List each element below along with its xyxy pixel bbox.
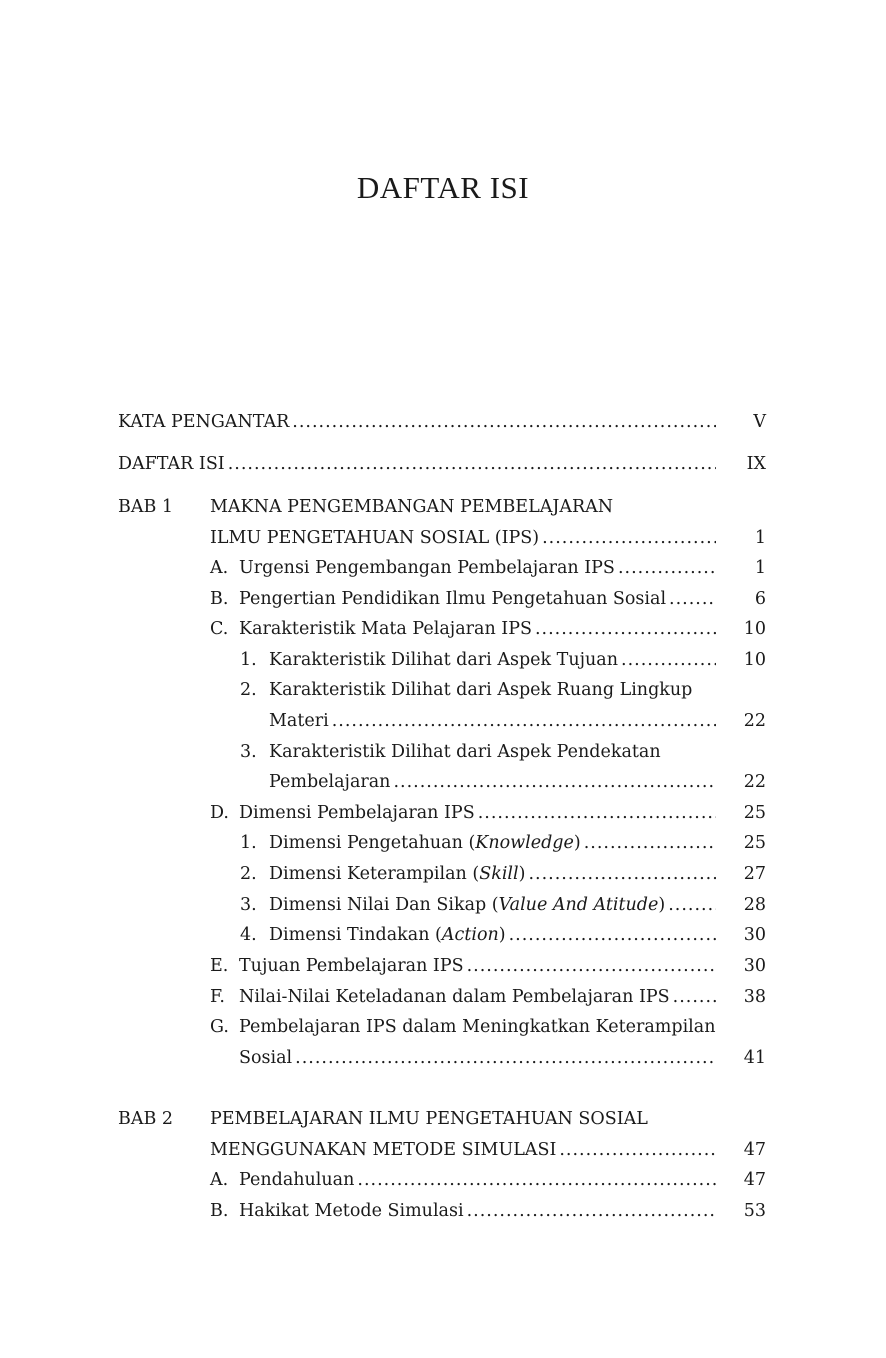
- toc-entry-text: Urgensi Pengembangan Pembelajaran IPS: [239, 558, 615, 578]
- toc-entry-1d3[interactable]: [269, 894, 716, 916]
- subsection-number: 2.: [240, 680, 257, 700]
- toc-page-number: 47: [743, 1170, 766, 1190]
- leader-dots: [669, 588, 716, 610]
- toc-page-number: 38: [743, 987, 766, 1007]
- toc-entry-text: Dimensi Keterampilan (Skill): [269, 864, 526, 884]
- page-title: DAFTAR ISI: [356, 170, 530, 205]
- subsection-number: 4.: [240, 925, 257, 945]
- toc-entry-1b[interactable]: [239, 588, 716, 610]
- subsection-number: 3.: [240, 742, 257, 762]
- section-letter: B.: [210, 589, 229, 609]
- toc-entry-text: Nilai-Nilai Keteladanan dalam Pembelajaran IPS: [239, 987, 670, 1007]
- toc-page-number: 53: [743, 1201, 766, 1221]
- chapter-label: BAB 2: [118, 1109, 174, 1129]
- toc-entry-text: Tujuan Pembelajaran IPS: [239, 956, 464, 976]
- section-letter: D.: [210, 803, 229, 823]
- section-letter: E.: [210, 956, 229, 976]
- toc-entry-1g[interactable]: Pembelajaran IPS dalam Meningkatkan Keterampilan: [239, 1017, 716, 1037]
- toc-page-number: IX: [746, 454, 766, 474]
- toc-entry-kata-pengantar[interactable]: [118, 411, 716, 433]
- leader-dots: [292, 411, 716, 433]
- leader-dots: [618, 557, 716, 579]
- subsection-number: 3.: [240, 895, 257, 915]
- leader-dots: [535, 618, 716, 640]
- section-letter: B.: [210, 1201, 229, 1221]
- toc-entry-1c[interactable]: [239, 618, 716, 640]
- toc-page-number: 30: [743, 925, 766, 945]
- toc-entry-text: Dimensi Nilai Dan Sikap (Value And Atitude): [269, 895, 666, 915]
- toc-entry-1d[interactable]: [239, 802, 716, 824]
- chapter-title-cont[interactable]: [210, 1139, 716, 1161]
- leader-dots: [509, 924, 716, 946]
- toc-page-number: 25: [743, 833, 766, 853]
- toc-entry-2a[interactable]: [239, 1169, 716, 1191]
- toc-entry-1f[interactable]: [239, 986, 716, 1008]
- toc-entry-text: Materi: [269, 711, 329, 731]
- toc-entry-1g-cont[interactable]: [239, 1047, 716, 1069]
- toc-page-number: 41: [743, 1048, 766, 1068]
- toc-entry-text: Dimensi Pembelajaran IPS: [239, 803, 475, 823]
- toc-entry-text: Hakikat Metode Simulasi: [239, 1201, 464, 1221]
- toc-entry-text: KATA PENGANTAR: [118, 412, 290, 432]
- section-letter: F.: [210, 987, 225, 1007]
- section-letter: C.: [210, 619, 229, 639]
- leader-dots: [228, 453, 716, 475]
- leader-dots: [673, 986, 716, 1008]
- leader-dots: [393, 771, 716, 793]
- subsection-number: 1.: [240, 833, 257, 853]
- leader-dots: [584, 832, 716, 854]
- leader-dots: [295, 1047, 716, 1069]
- leader-dots: [668, 894, 716, 916]
- leader-dots: [467, 1200, 716, 1222]
- leader-dots: [621, 649, 716, 671]
- toc-entry-1c1[interactable]: [269, 649, 716, 671]
- leader-dots: [478, 802, 716, 824]
- chapter-title[interactable]: MAKNA PENGEMBANGAN PEMBELAJARAN: [210, 497, 614, 517]
- toc-entry-daftar-isi[interactable]: [118, 453, 716, 475]
- section-letter: A.: [210, 558, 229, 578]
- leader-dots: [467, 955, 716, 977]
- chapter-title-cont[interactable]: [210, 527, 716, 549]
- toc-entry-text: Pengertian Pendidikan Ilmu Pengetahuan Sosial: [239, 589, 667, 609]
- leader-dots: [559, 1139, 716, 1161]
- subsection-number: 1.: [240, 650, 257, 670]
- toc-entry-text: Sosial: [239, 1048, 293, 1068]
- toc-entry-1d1[interactable]: [269, 832, 716, 854]
- toc-page-number: 47: [743, 1140, 766, 1160]
- toc-page-number: V: [753, 412, 766, 432]
- toc-entry-text: ILMU PENGETAHUAN SOSIAL (IPS): [210, 528, 540, 548]
- toc-entry-text: MENGGUNAKAN METODE SIMULASI: [210, 1140, 557, 1160]
- toc-page-number: 22: [743, 711, 766, 731]
- toc-entry-text: DAFTAR ISI: [118, 454, 225, 474]
- toc-entry-1c3[interactable]: Karakteristik Dilihat dari Aspek Pendekatan: [269, 742, 661, 762]
- toc-entry-text: Dimensi Pengetahuan (Knowledge): [269, 833, 581, 853]
- toc-entry-text: Karakteristik Dilihat dari Aspek Tujuan: [269, 650, 619, 670]
- toc-page-number: 28: [743, 895, 766, 915]
- leader-dots: [332, 710, 716, 732]
- toc-entry-1d2[interactable]: [269, 863, 716, 885]
- chapter-title[interactable]: PEMBELAJARAN ILMU PENGETAHUAN SOSIAL: [210, 1109, 648, 1129]
- section-letter: G.: [210, 1017, 229, 1037]
- toc-page-number: 1: [754, 528, 766, 548]
- toc-page-number: 22: [743, 772, 766, 792]
- leader-dots: [357, 1169, 716, 1191]
- toc-entry-1d4[interactable]: [269, 924, 716, 946]
- toc-page-number: 30: [743, 956, 766, 976]
- toc-page-number: 10: [743, 619, 766, 639]
- toc-entry-text: Karakteristik Mata Pelajaran IPS: [239, 619, 532, 639]
- toc-page-number: 27: [743, 864, 766, 884]
- chapter-label: BAB 1: [118, 497, 174, 517]
- toc-entry-1a[interactable]: [239, 557, 716, 579]
- toc-entry-1e[interactable]: [239, 955, 716, 977]
- toc-entry-1c2-cont[interactable]: [269, 710, 716, 732]
- leader-dots: [528, 863, 716, 885]
- toc-page-number: 6: [754, 589, 766, 609]
- toc-entry-text: Pembelajaran: [269, 772, 391, 792]
- toc-entry-text: Pendahuluan: [239, 1170, 355, 1190]
- toc-page-number: 25: [743, 803, 766, 823]
- toc-entry-1c2[interactable]: Karakteristik Dilihat dari Aspek Ruang Lingkup: [269, 680, 693, 700]
- toc-entry-2b[interactable]: [239, 1200, 716, 1222]
- toc-page-number: 1: [754, 558, 766, 578]
- subsection-number: 2.: [240, 864, 257, 884]
- section-letter: A.: [210, 1170, 229, 1190]
- toc-entry-text: Dimensi Tindakan (Action): [269, 925, 506, 945]
- leader-dots: [542, 527, 716, 549]
- toc-entry-1c3-cont[interactable]: [269, 771, 716, 793]
- toc-page-number: 10: [743, 650, 766, 670]
